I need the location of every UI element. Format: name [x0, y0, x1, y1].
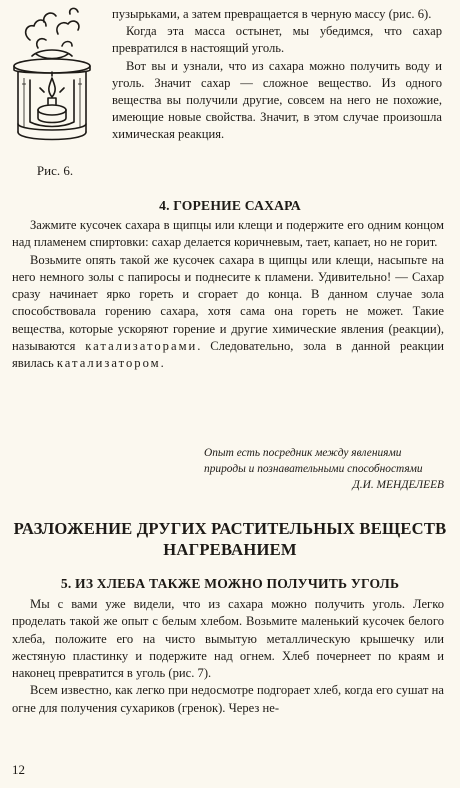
- section-4-heading: 4. ГОРЕНИЕ САХАРА: [159, 198, 301, 213]
- section-4-paragraph-2-mid: . Следовательно, зола в данной реакции явилась: [12, 339, 444, 371]
- intro-paragraph-3: Вот вы и узнали, что из сахара можно получить воду и уголь. Значит сахар — сложное вещество. Из одного вещества вы получили другие, совсем на него не похожие, имеющие новые свойства. Значит, в этом случае произошла химическая реакция.: [112, 58, 442, 142]
- intro-paragraph-1: пузырьками, а затем превращается в черную массу (рис. 6).: [112, 7, 432, 21]
- intro-paragraph-2: Когда эта масса остынет, мы убедимся, что сахар превратился в настоящий уголь.: [112, 24, 442, 56]
- section-5-text: [12, 596, 444, 717]
- quote-author: Д.И. МЕНДЕЛЕЕВ: [352, 479, 444, 492]
- figure-caption: Рис. 6.: [36, 163, 74, 178]
- section-5-heading: 5. ИЗ ХЛЕБА ТАКЖЕ МОЖНО ПОЛУЧИТЬ УГОЛЬ: [60, 576, 400, 591]
- section-5-paragraph-1: Мы с вами уже видели, что из сахара можно получить уголь. Легко проделать такой же опыт с белым хлебом. Возьмите маленький кусочек белого хлеба, положите его на чисто вымытую металлическую крышечку или жестяную пластинку и подержите над огнем. Хлеб почернеет по краям и наконец превратится в уголь (рис. 7).: [12, 597, 444, 681]
- section-4-paragraph-1: Зажмите кусочек сахара в щипцы или клещи и подержите его одним концом над пламенем спиртовки: сахар делается коричневым, тает, капает, но не горит.: [12, 218, 444, 250]
- term-catalysts: катализаторами: [85, 339, 198, 354]
- section-4-paragraph-2-start: Возьмите опять такой же кусочек сахара в щипцы или клещи, насыпьте на него немного золы с папиросы и поднесите к пламени. Удивительно! — Сахар сразу начинает ярко гореть и сгорает до конца. В данном случае зола способствовала горению сахара, хотя сама она гореть не может. Такие вещества, которые ускоряют горение и другие химические явления (реакции), называются: [12, 252, 444, 354]
- term-catalyst: катализатором: [56, 356, 161, 371]
- section-4-paragraph-2-end: .: [160, 356, 164, 371]
- burner-stand-drawing: [6, 4, 98, 164]
- section-5-paragraph-2: Всем известно, как легко при недосмотре подгорает хлеб, когда его сушат на огне для получения сухариков (гренок). Через не-: [12, 683, 444, 715]
- section-4-text: [12, 217, 444, 373]
- section-title: [0, 518, 460, 560]
- intro-text: [112, 6, 442, 144]
- section-title-line-2: НАГРЕВАНИЕМ: [163, 540, 297, 559]
- figure-6-illustration: [6, 4, 98, 176]
- section-title-line-1: РАЗЛОЖЕНИЕ ДРУГИХ РАСТИТЕЛЬНЫХ ВЕЩЕСТВ: [13, 519, 447, 538]
- quote-text: Опыт есть посредник между явлениями природы и познавательными способностями: [204, 447, 423, 475]
- epigraph-quote: [204, 446, 444, 491]
- section-4-paragraph-2: [12, 252, 444, 373]
- page-number: 12: [12, 762, 25, 777]
